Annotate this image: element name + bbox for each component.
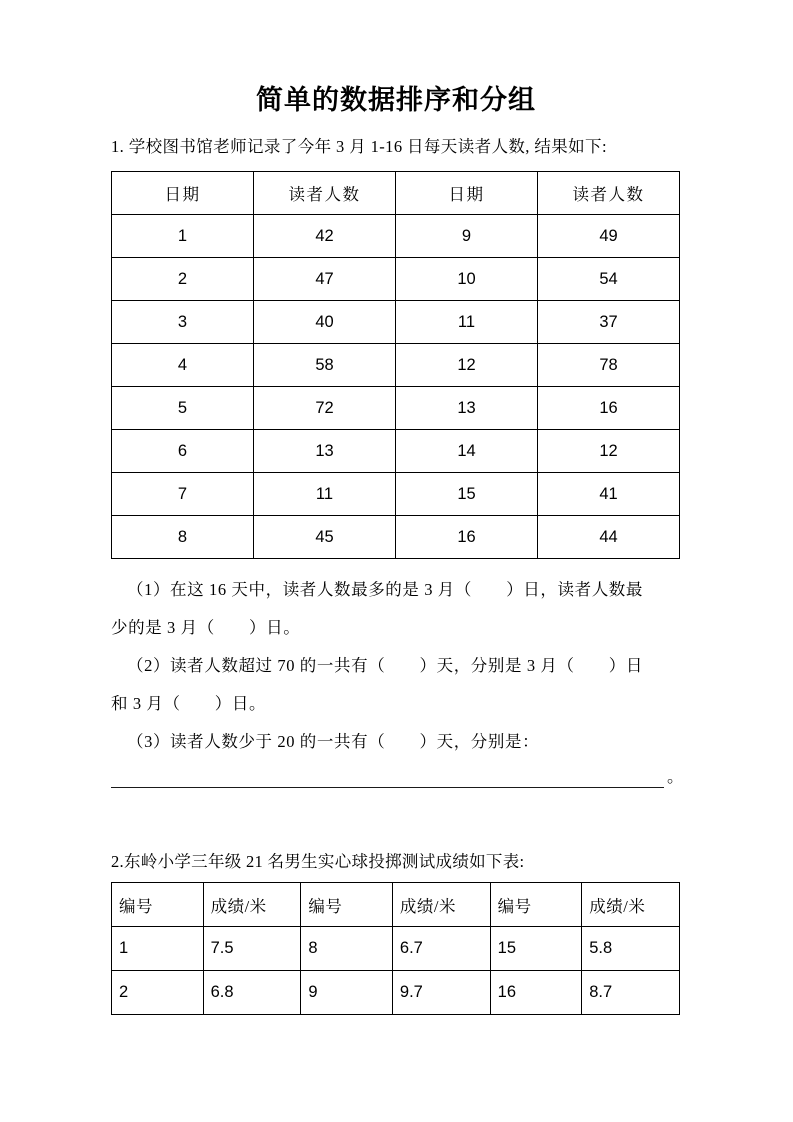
- sub-question-1-line-1: （1）在这 16 天中，读者人数最多的是 3 月（ ）日，读者人数最: [127, 580, 643, 599]
- table-cell: 8: [112, 516, 254, 559]
- table-cell: 8: [301, 927, 393, 971]
- sub-question-2-line-1: （2）读者人数超过 70 的一共有（ ）天，分别是 3 月（ ）日: [127, 656, 643, 675]
- table-cell: 40: [254, 301, 396, 344]
- table-header-row: [112, 172, 680, 215]
- column-header: 编号: [490, 883, 582, 927]
- table-cell: 11: [254, 473, 396, 516]
- table-cell: 4: [112, 344, 254, 387]
- sub-question-2-line-2: 和 3 月（ ）日。: [111, 694, 267, 713]
- table-row: [112, 473, 680, 516]
- table-row: [112, 387, 680, 430]
- table-cell: 9: [301, 971, 393, 1015]
- table-cell: 16: [490, 971, 582, 1015]
- table-cell: 1: [112, 927, 204, 971]
- table-cell: 10: [396, 258, 538, 301]
- shotput-scores-table: [111, 882, 680, 1015]
- table-row: [112, 927, 680, 971]
- table-cell: 1: [112, 215, 254, 258]
- problem-2-lead-text: 2.东岭小学三年级 21 名男生实心球投掷测试成绩如下表:: [111, 852, 525, 871]
- table-row: [112, 344, 680, 387]
- table-cell: 47: [254, 258, 396, 301]
- table-cell: 11: [396, 301, 538, 344]
- readers-count-table: [111, 171, 680, 559]
- column-header: 编号: [301, 883, 393, 927]
- table-cell: 41: [538, 473, 680, 516]
- column-header: 成绩/米: [203, 883, 301, 927]
- column-header: 成绩/米: [582, 883, 680, 927]
- column-header: 日期: [396, 172, 538, 215]
- table-row: [112, 258, 680, 301]
- table-cell: 58: [254, 344, 396, 387]
- table-cell: 72: [254, 387, 396, 430]
- table-cell: 5.8: [582, 927, 680, 971]
- table-cell: 15: [396, 473, 538, 516]
- table-cell: 9: [396, 215, 538, 258]
- table-cell: 44: [538, 516, 680, 559]
- table-cell: 6.7: [392, 927, 490, 971]
- table-cell: 78: [538, 344, 680, 387]
- answer-blank-row: [111, 761, 684, 803]
- table-cell: 49: [538, 215, 680, 258]
- table-header-row: [112, 883, 680, 927]
- table-row: [112, 430, 680, 473]
- table-row: [112, 301, 680, 344]
- page-title: 简单的数据排序和分组: [256, 85, 536, 116]
- table-cell: 13: [396, 387, 538, 430]
- table-cell: 8.7: [582, 971, 680, 1015]
- table-cell: 16: [396, 516, 538, 559]
- table-cell: 13: [254, 430, 396, 473]
- column-header: 编号: [112, 883, 204, 927]
- column-header: 读者人数: [254, 172, 396, 215]
- table-row: [112, 971, 680, 1015]
- sub-question-3-line-1: （3）读者人数少于 20 的一共有（ ）天，分别是：: [127, 732, 540, 751]
- column-header: 日期: [112, 172, 254, 215]
- table-row: [112, 215, 680, 258]
- answer-blank-period: 。: [667, 767, 684, 786]
- table-cell: 12: [396, 344, 538, 387]
- section-spacer: [111, 803, 681, 849]
- table-cell: 6: [112, 430, 254, 473]
- table-cell: 9.7: [392, 971, 490, 1015]
- table-cell: 7.5: [203, 927, 301, 971]
- sub-question-1-line-2: 少的是 3 月（ ）日。: [111, 618, 301, 637]
- table-cell: 3: [112, 301, 254, 344]
- table-cell: 42: [254, 215, 396, 258]
- table-cell: 6.8: [203, 971, 301, 1015]
- table-cell: 7: [112, 473, 254, 516]
- table-cell: 54: [538, 258, 680, 301]
- table-cell: 14: [396, 430, 538, 473]
- table-cell: 5: [112, 387, 254, 430]
- column-header: 读者人数: [538, 172, 680, 215]
- table-cell: 37: [538, 301, 680, 344]
- problem-1-lead-text: 1. 学校图书馆老师记录了今年 3 月 1-16 日每天读者人数, 结果如下:: [111, 137, 607, 156]
- table-row: [112, 516, 680, 559]
- table-cell: 12: [538, 430, 680, 473]
- table-cell: 16: [538, 387, 680, 430]
- column-header: 成绩/米: [392, 883, 490, 927]
- page-content: [111, 0, 684, 1015]
- answer-blank-underline[interactable]: [111, 787, 664, 788]
- table-cell: 2: [112, 971, 204, 1015]
- table-cell: 2: [112, 258, 254, 301]
- table-cell: 15: [490, 927, 582, 971]
- table-cell: 45: [254, 516, 396, 559]
